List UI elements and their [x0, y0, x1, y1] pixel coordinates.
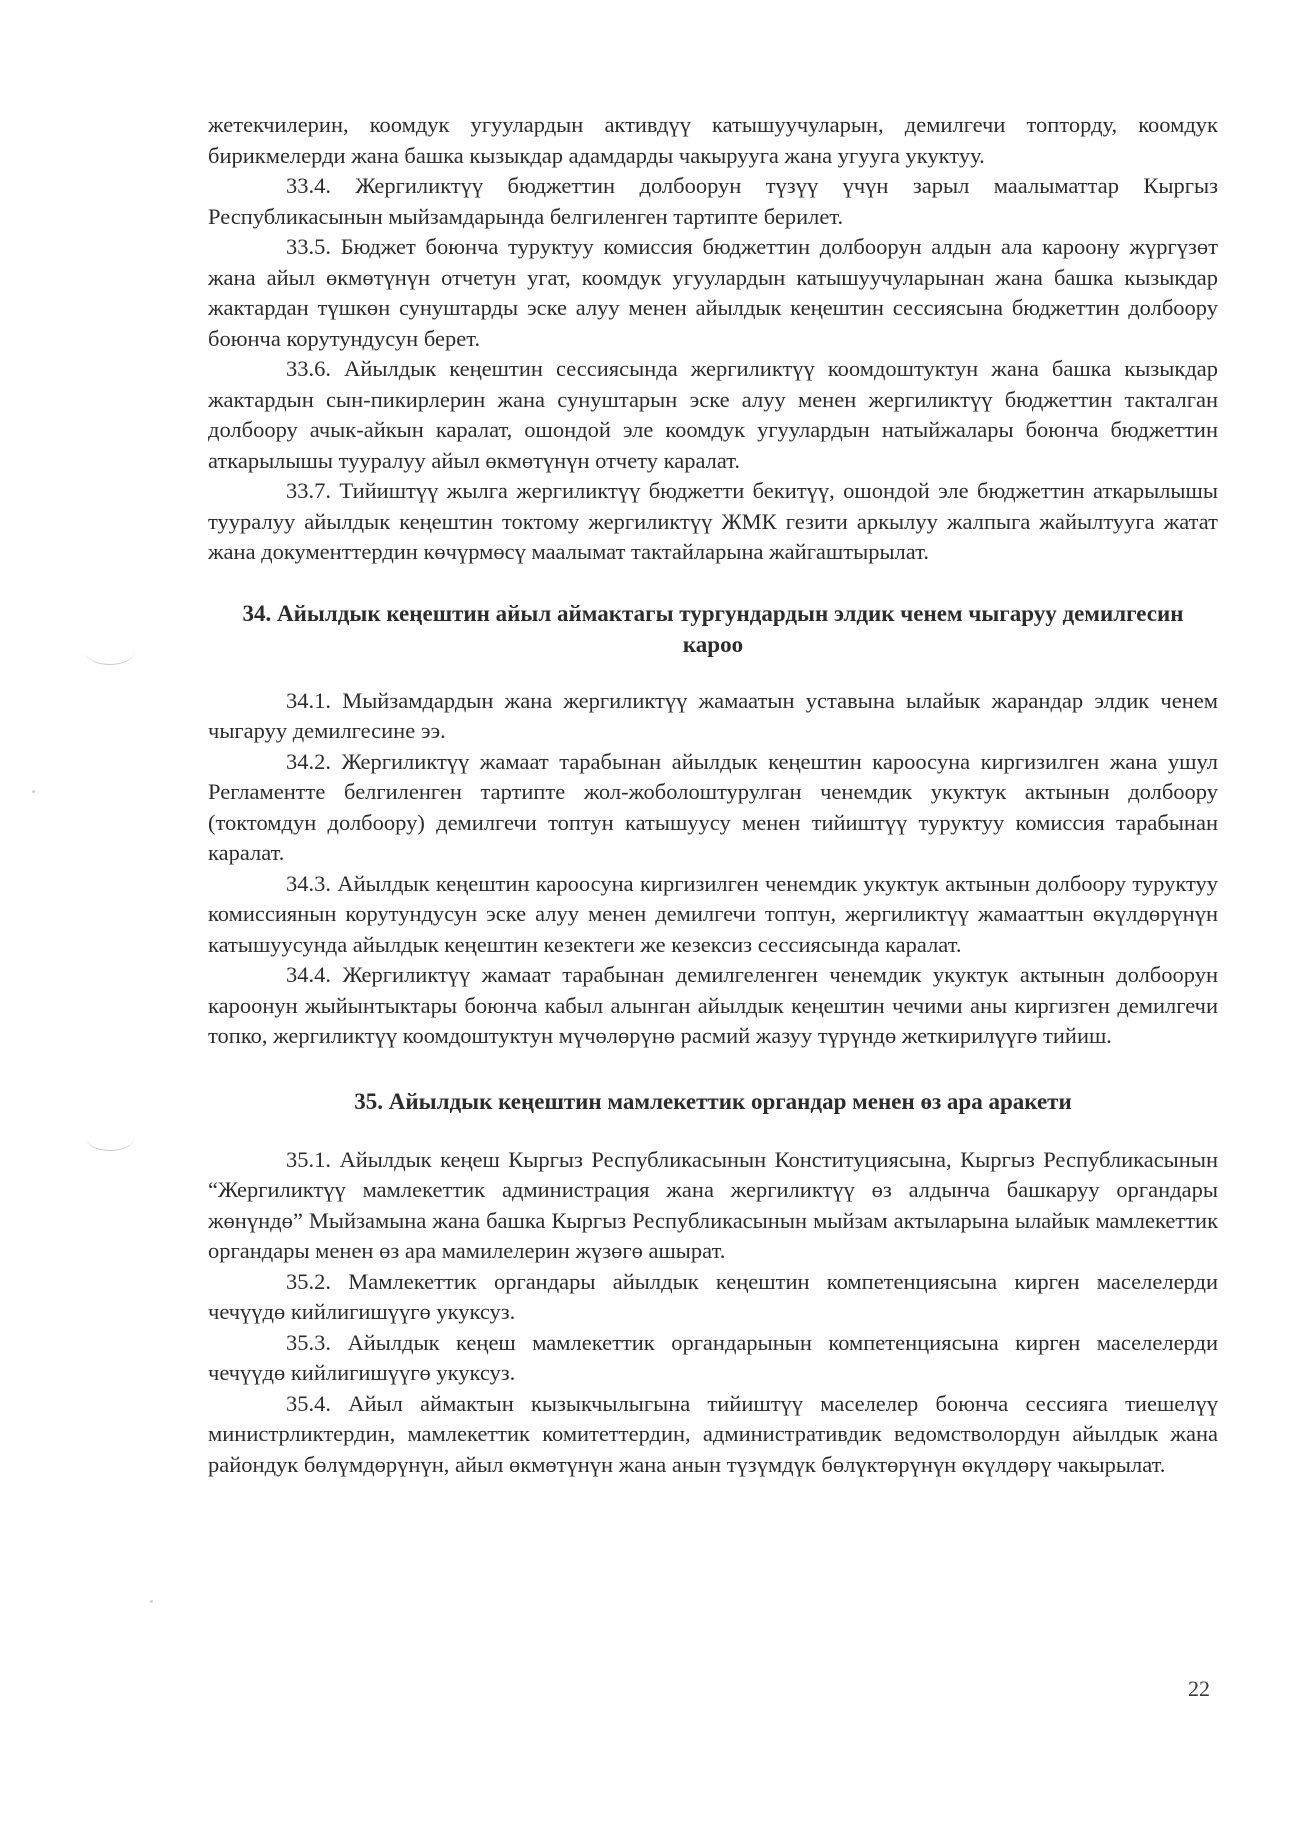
paragraph-35-4: 35.4. Айыл аймактын кызыкчылыгына тийиштүү маселелер боюнча сессияга тиешелүү министрликтердин, мамлекеттик комитеттердин, административдик ведомстволордун айылдык жана райондук бөлүмдөрүнүн, айыл өкмөтүнүн жана анын түзүмдүк бөлүктөрүнүн өкүлдөрү чакырылат.: [208, 1390, 1218, 1477]
paragraph-33-6: 33.6. Айылдык кеңештин сессиясында жергиликтүү коомдоштуктун жана башка кызыкдар жактардын сын-пикирлерин жана сунуштарын эске алуу менен жергиликтүү бюджеттин такталган долбоору ачык-айкын каралат, ошондой эле коомдук угуулардын натыйжалары боюнча бюджеттин аткарылышы тууралуу айыл өкмөтүнүн отчету каралат.: [208, 356, 1218, 473]
scan-speck: [32, 790, 35, 793]
paragraph-35-2: 35.2. Мамлекеттик органдары айылдык кеңештин компетенциясына кирген маселелерди чечүүдө кийлигишүүгө укуксуз.: [208, 1268, 1218, 1324]
paragraph-33-4: 33.4. Жергиликтүү бюджеттин долбоорун түзүү үчүн зарыл маалыматтар Кыргыз Республикасынын мыйзамдарында белгиленген тартипте берилет.: [208, 173, 1218, 229]
page-number: 22: [1188, 1676, 1210, 1701]
section-heading-35: 35. Айылдык кеңештин мамлекеттик органдар менен өз ара аракети: [354, 1088, 1072, 1114]
paragraph-33-7: 33.7. Тийиштүү жылга жергиликтүү бюджетти бекитүү, ошондой эле бюджеттин аткарылышы тууралуу айылдык кеңештин токтому жергиликтүү ЖМК гезити аркылуу жалпыга жайылтууга жатат жана документтердин көчүрмөсү маалымат тактайларына жайгаштырылат.: [208, 478, 1218, 564]
paragraph-34-4: 34.4. Жергиликтүү жамаат тарабынан демилгеленген ченемдик укуктук актынын долбоорун кароонун жыйынтыктары боюнча кабыл алынган айылдык кеңештин чечими аны киргизген демилгечи топко, жергиликтүү коомдоштуктун мүчөлөрүнө расмий жазуу түрүндө жеткирилүүгө тийиш.: [208, 962, 1218, 1048]
paragraph-33-continuation: жетекчилерин, коомдук угуулардын активдүү катышуучуларын, демилгечи топторду, коомдук бирикмелерди жана башка кызыкдар адамдарды чакырууга жана угууга укуктуу.: [208, 112, 1218, 168]
punch-hole-mark-bottom: [86, 1126, 134, 1151]
paragraph-34-2: 34.2. Жергиликтүү жамаат тарабынан айылдык кеңештин кароосуна киргизилген жана ушул Регламентте белгиленген тартипте жол-жоболоштурулган ченемдик укуктук актынын долбоору (токтомдун долбоору) демилгечи топтун катышуусу менен тийиштүү туруктуу комиссия тарабынан каралат.: [208, 748, 1218, 865]
paragraph-33-5: 33.5. Бюджет боюнча туруктуу комиссия бюджеттин долбоорун алдын ала кароону жүргүзөт жана айыл өкмөтүнүн отчетун угат, коомдук угуулардын катышуучуларынан жана башка кызыкдар жактардан түшкөн сунуштарды эске алуу менен айылдык кеңештин сессиясына бюджеттин долбоору боюнча корутундусун берет.: [208, 234, 1218, 351]
paragraph-35-3: 35.3. Айылдык кеңеш мамлекеттик органдарынын компетенциясына кирген маселелерди чечүүдө кийлигишүүгө укуксуз.: [208, 1329, 1218, 1385]
document-page: [208, 110, 1218, 1480]
punch-hole-mark-top: [86, 640, 134, 665]
scan-speck: [150, 1600, 153, 1603]
paragraph-34-1: 34.1. Мыйзамдардын жана жергиликтүү жамаатын уставына ылайык жарандар элдик ченем чыгаруу демилгесине ээ.: [208, 687, 1218, 743]
section-heading-34: 34. Айылдык кеңештин айыл аймактагы тургундардын элдик ченем чыгаруу демилгесин кароо: [242, 600, 1184, 657]
paragraph-34-3: 34.3. Айылдык кеңештин кароосуна киргизилген ченемдик укуктук актынын долбоору туруктуу комиссиянын корутундусун эске алуу менен демилгечи топтун, жергиликтүү жамааттын өкүлдөрүнүн катышуусунда айылдык кеңештин кезектеги же кезексиз сессиясында каралат.: [208, 870, 1218, 957]
paragraph-35-1: 35.1. Айылдык кеңеш Кыргыз Республикасынын Конституциясына, Кыргыз Республикасынын “Жергиликтүү мамлекеттик администрация жана жергиликтүү өз алдынча башкаруу органдары жөнүндө” Мыйзамына жана башка Кыргыз Республикасынын мыйзам актыларына ылайык мамлекеттик органдары менен өз ара мамилелерин жүзөгө ашырат.: [208, 1146, 1218, 1263]
